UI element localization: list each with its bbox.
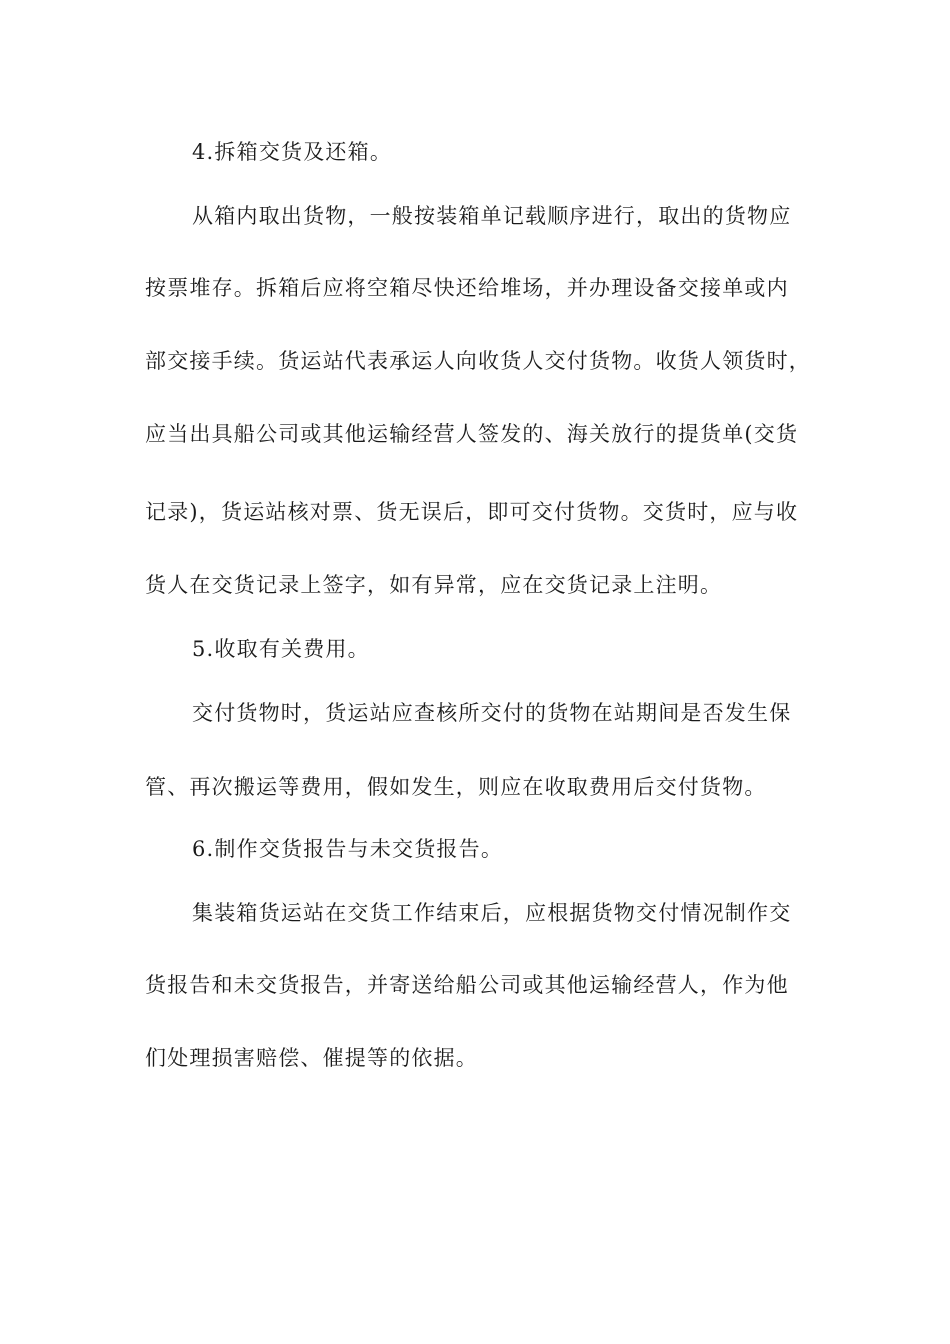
section-4-line-5: 记录)，货运站核对票、货无误后，即可交付货物。交货时，应与收 xyxy=(145,500,799,524)
section-4-heading: 4.拆箱交货及还箱。 xyxy=(192,140,393,164)
section-6-heading: 6.制作交货报告与未交货报告。 xyxy=(192,837,504,861)
section-5-line-1: 交付货物时，货运站应查核所交付的货物在站期间是否发生保 xyxy=(192,701,792,725)
section-4-line-4: 应当出具船公司或其他运输经营人签发的、海关放行的提货单(交货 xyxy=(145,422,799,446)
section-5-line-2: 管、再次搬运等费用，假如发生，则应在收取费用后交付货物。 xyxy=(145,775,767,799)
section-6-line-3: 们处理损害赔偿、催提等的依据。 xyxy=(145,1046,478,1070)
section-6-line-2: 货报告和未交货报告，并寄送给船公司或其他运输经营人，作为他 xyxy=(145,973,789,997)
section-6-line-1: 集装箱货运站在交货工作结束后，应根据货物交付情况制作交 xyxy=(192,901,792,925)
section-4-line-3: 部交接手续。货运站代表承运人向收货人交付货物。收货人领货时， xyxy=(145,349,811,373)
section-4-line-2: 按票堆存。拆箱后应将空箱尽快还给堆场，并办理设备交接单或内 xyxy=(145,276,789,300)
section-4-line-1: 从箱内取出货物，一般按装箱单记载顺序进行，取出的货物应 xyxy=(192,204,792,228)
section-5-heading: 5.收取有关费用。 xyxy=(192,637,370,661)
section-4-line-6: 货人在交货记录上签字，如有异常，应在交货记录上注明。 xyxy=(145,573,723,597)
